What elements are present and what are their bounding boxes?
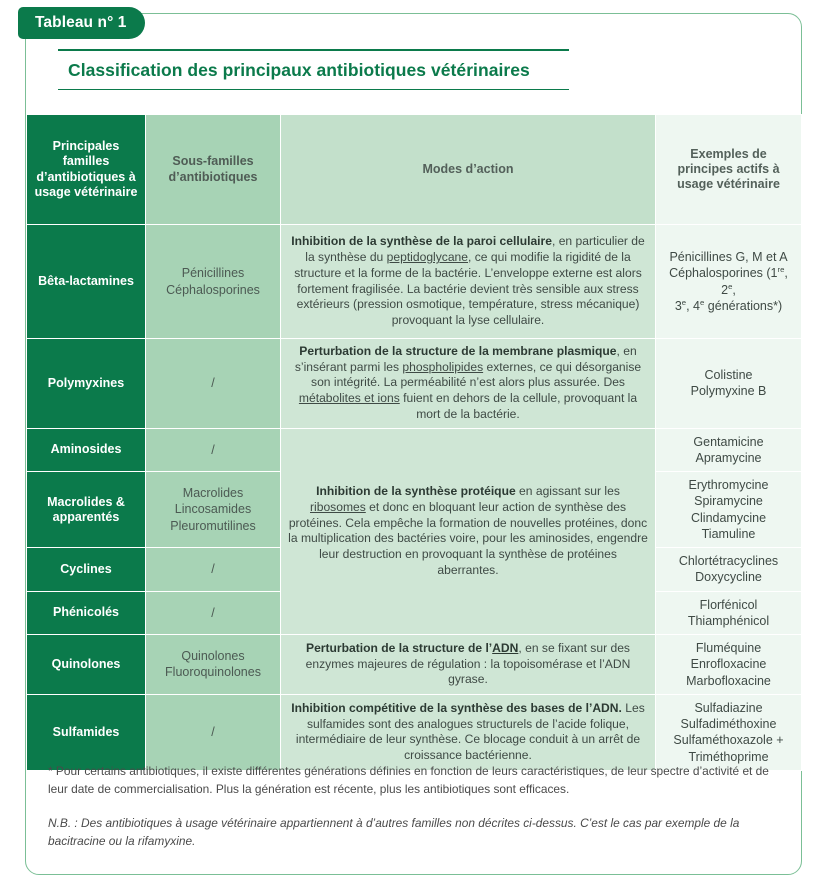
cell-examples: Fluméquine Enrofloxacine Marbofloxacine bbox=[656, 635, 802, 695]
cell-subfamily: Quinolones Fluoroquinolones bbox=[146, 635, 281, 695]
mode-text-a: en agissant sur les bbox=[515, 484, 620, 499]
header-cell-modes: Modes d’action bbox=[281, 115, 656, 225]
table-row bbox=[27, 339, 802, 429]
table-row bbox=[27, 428, 802, 472]
mode-lead-text: Perturbation de la structure de l’ bbox=[306, 640, 493, 655]
table-row bbox=[27, 635, 802, 695]
cell-mode-of-action bbox=[281, 339, 656, 429]
table-header-row bbox=[27, 115, 802, 225]
cell-subfamily: / bbox=[146, 428, 281, 472]
cell-examples: Florfénicol Thiamphénicol bbox=[656, 591, 802, 635]
page-title: Classification des principaux antibiotiques vétérinaires bbox=[68, 59, 530, 80]
mode-text-a: Les sulfamides sont des analogues structurels de l’acide folique, intermédiaire de leur synthèse. Ce blocage conduit à un arrêt de croissance bactérienne. bbox=[295, 700, 645, 763]
cell-subfamily: Macrolides Lincosamides Pleuromutilines bbox=[146, 472, 281, 548]
mode-text-a: , en se fixant sur des enzymes majeures de régulation : la topoisomérase et l’ADN gyrase. bbox=[305, 640, 631, 687]
mode-lead-text: Inhibition de la synthèse de la paroi cellulaire bbox=[291, 234, 552, 249]
mode-text-b: et donc en bloquant leur action de synthèse des protéines. Cela empêche la formation de nouvelles protéines, donc la multiplication des bactéries voire, pour les aminosides, engendre leur destruction en provoquant la synthèse de protéines aberrantes. bbox=[288, 499, 648, 577]
cell-mode-of-action bbox=[281, 694, 656, 770]
cell-family: Aminosides bbox=[27, 428, 146, 472]
mode-underlined-term: phospholipides bbox=[402, 359, 484, 374]
mode-text-a: , en particulier de la synthèse du bbox=[305, 234, 645, 265]
notes-block bbox=[48, 762, 779, 850]
cell-examples: Chlortétracyclines Doxycycline bbox=[656, 548, 802, 592]
mode-lead-text: Inhibition compétitive de la synthèse des bases de l’ADN. bbox=[291, 700, 622, 715]
cell-family: Quinolones bbox=[27, 635, 146, 695]
mode-text-a: , en s’insérant parmi les bbox=[294, 344, 637, 374]
header-cell-families: Principales familles d’antibiotiques à usage vétérinaire bbox=[27, 115, 146, 225]
cell-family: Sulfamides bbox=[27, 694, 146, 770]
header-cell-subfamilies: Sous-familles d’antibiotiques bbox=[146, 115, 281, 225]
mode-text-b: , ce qui modifie la rigidité de la structure et la forme de la bactérie. L’enveloppe externe est alors fortement fragilisée. La bactérie devient très sensible aux stress extérieurs (pression osmotique, température, stress mécanique) provoquant la lyse cellulaire. bbox=[294, 250, 642, 327]
header-cell-examples: Exemples de principes actifs à usage vétérinaire bbox=[656, 115, 802, 225]
mode-underlined-term-2: métabolites et ions bbox=[298, 391, 400, 406]
table-number-tab bbox=[18, 7, 145, 39]
table-row bbox=[27, 225, 802, 339]
cell-subfamily: / bbox=[146, 694, 281, 770]
table-row bbox=[27, 694, 802, 770]
table-number-label: Tableau n° 1 bbox=[35, 14, 127, 31]
cell-examples: Erythromycine Spiramycine Clindamycine Tiamuline bbox=[656, 472, 802, 548]
mode-lead-text: Perturbation de la structure de la membrane plasmique bbox=[299, 344, 617, 358]
cell-examples: Pénicillines G, M et A Céphalosporines (1re, 2e, 3e, 4e générations*) bbox=[656, 225, 802, 339]
antibiotics-classification-table bbox=[26, 114, 802, 771]
footnote-generations: * Pour certains antibiotiques, il existe différentes générations définies en fonction de leurs caractéristiques, de leur spectre d’activité et de leur date de commercialisation. Plus la génération est récente, plus les antibiotiques sont efficaces. bbox=[48, 764, 769, 797]
cell-family: Macrolides & apparentés bbox=[27, 472, 146, 548]
cell-family: Cyclines bbox=[27, 548, 146, 592]
mode-lead-text: Inhibition de la synthèse protéique bbox=[316, 484, 516, 499]
cell-examples: Sulfadiazine Sulfadiméthoxine Sulfaméthoxazole + Triméthoprime bbox=[656, 694, 802, 770]
cell-family: Phénicolés bbox=[27, 591, 146, 635]
mode-underlined-term: ribosomes bbox=[310, 499, 366, 514]
mode-underlined-term: ADN bbox=[492, 640, 519, 655]
cell-mode-of-action bbox=[281, 428, 656, 635]
cell-subfamily: / bbox=[146, 548, 281, 592]
cell-family: Polymyxines bbox=[27, 339, 146, 429]
title-rule-bottom bbox=[58, 89, 569, 91]
mode-text-c: fuient en dehors de la cellule, provoquant la mort de la bactérie. bbox=[399, 391, 638, 421]
footnote-nb: N.B. : Des antibiotiques à usage vétérinaire appartiennent à d’autres familles non décrites ci-dessus. C’est le cas par exemple de la bacitracine ou la rifamyxine. bbox=[48, 816, 740, 849]
cell-subfamily: Pénicillines Céphalosporines bbox=[146, 225, 281, 339]
cell-mode-of-action bbox=[281, 635, 656, 695]
cell-examples: Colistine Polymyxine B bbox=[656, 339, 802, 429]
cell-subfamily: / bbox=[146, 339, 281, 429]
cell-subfamily: / bbox=[146, 591, 281, 635]
mode-underlined-term: peptidoglycane bbox=[386, 250, 469, 265]
cell-mode-of-action bbox=[281, 225, 656, 339]
cell-examples: Gentamicine Apramycine bbox=[656, 428, 802, 472]
title-block bbox=[58, 49, 569, 90]
cell-family: Bêta-lactamines bbox=[27, 225, 146, 339]
mode-text-b: externes, ce qui désorganise son intégrité. La perméabilité n’est alors plus assurée. Des bbox=[311, 359, 642, 390]
